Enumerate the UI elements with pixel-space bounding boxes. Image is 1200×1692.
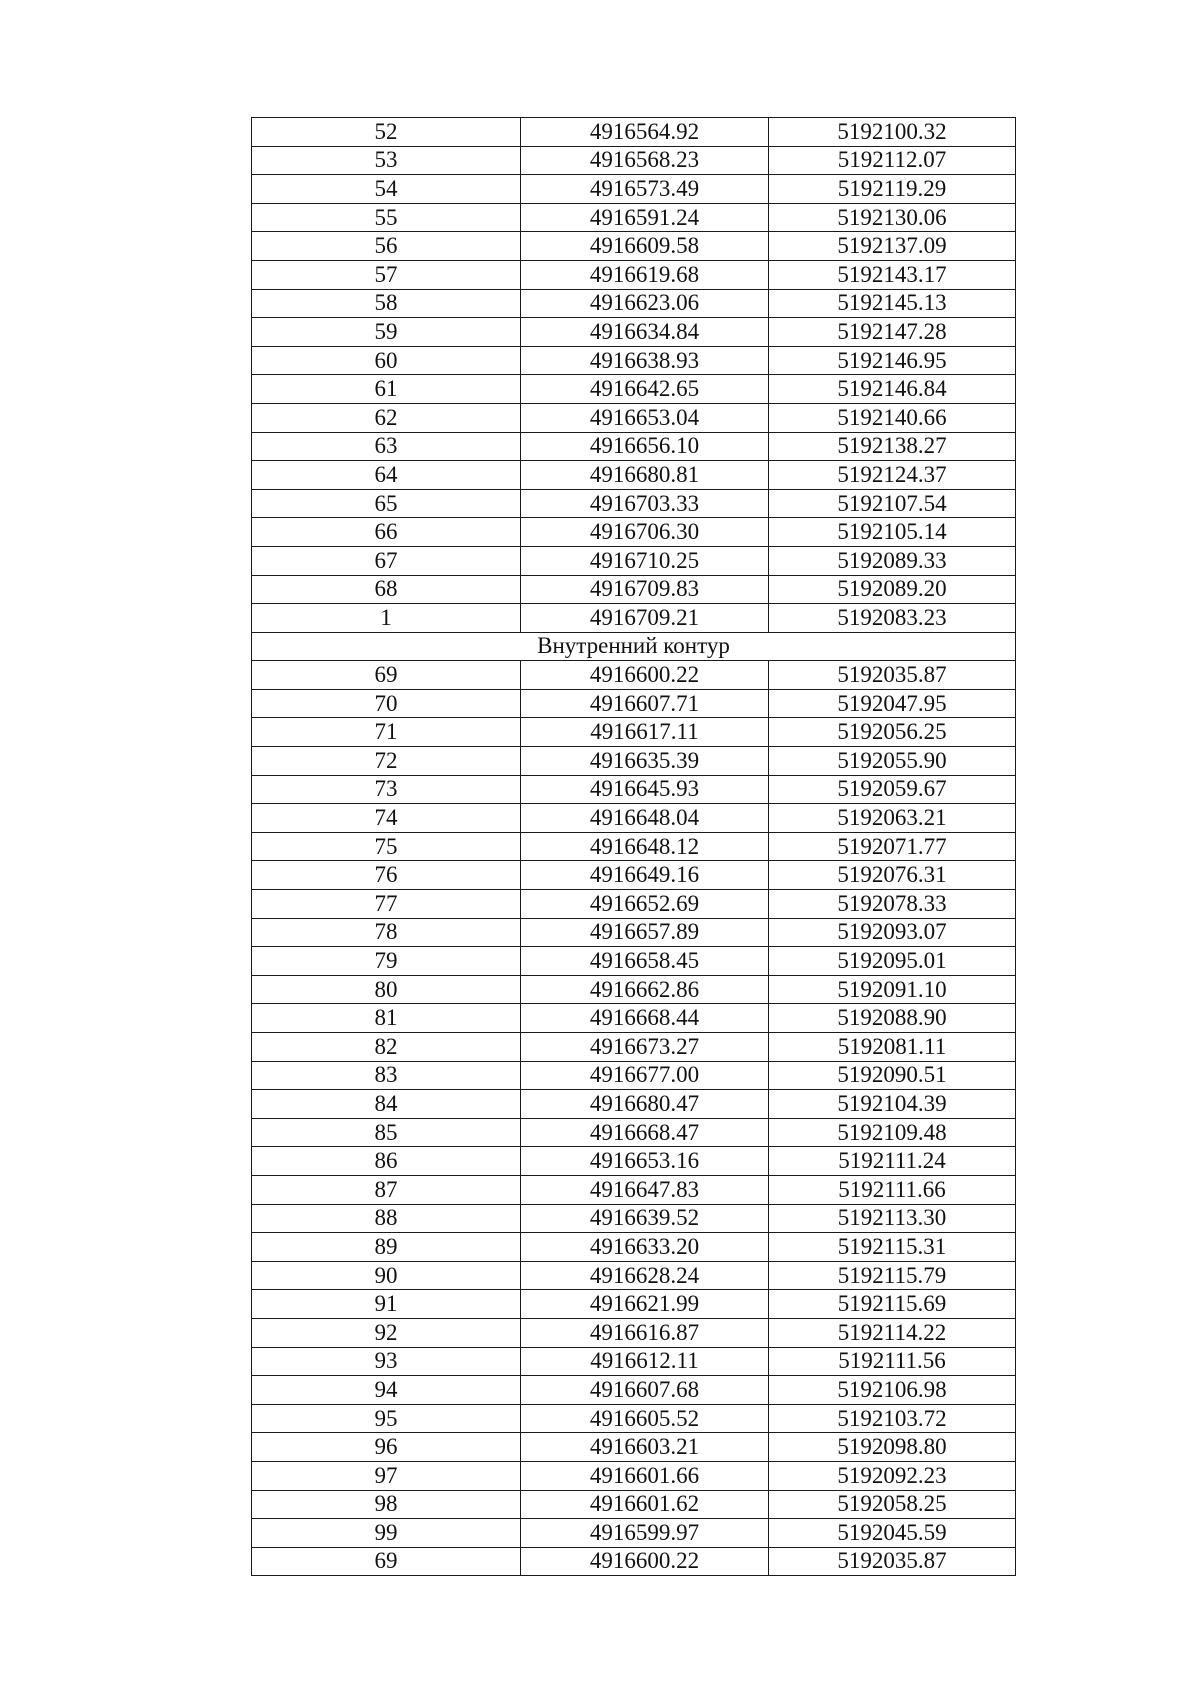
x-coordinate: 4916668.47 (521, 1118, 769, 1147)
y-coordinate: 5192147.28 (769, 318, 1016, 347)
table-row (252, 1347, 1016, 1376)
x-coordinate: 4916564.92 (521, 118, 769, 147)
point-number: 64 (252, 461, 521, 490)
table-row (252, 1033, 1016, 1062)
x-coordinate: 4916662.86 (521, 975, 769, 1004)
point-number: 95 (252, 1404, 521, 1433)
x-coordinate: 4916601.62 (521, 1490, 769, 1519)
x-coordinate: 4916709.83 (521, 575, 769, 604)
y-coordinate: 5192081.11 (769, 1033, 1016, 1062)
x-coordinate: 4916656.10 (521, 432, 769, 461)
x-coordinate: 4916573.49 (521, 175, 769, 204)
point-number: 93 (252, 1347, 521, 1376)
x-coordinate: 4916645.93 (521, 775, 769, 804)
x-coordinate: 4916658.45 (521, 947, 769, 976)
point-number: 69 (252, 1547, 521, 1576)
y-coordinate: 5192107.54 (769, 489, 1016, 518)
table-row (252, 403, 1016, 432)
y-coordinate: 5192146.95 (769, 346, 1016, 375)
point-number: 60 (252, 346, 521, 375)
x-coordinate: 4916642.65 (521, 375, 769, 404)
y-coordinate: 5192095.01 (769, 947, 1016, 976)
x-coordinate: 4916609.58 (521, 232, 769, 261)
y-coordinate: 5192111.24 (769, 1147, 1016, 1176)
x-coordinate: 4916591.24 (521, 203, 769, 232)
y-coordinate: 5192146.84 (769, 375, 1016, 404)
y-coordinate: 5192089.20 (769, 575, 1016, 604)
x-coordinate: 4916616.87 (521, 1318, 769, 1347)
point-number: 74 (252, 804, 521, 833)
table-row (252, 804, 1016, 833)
x-coordinate: 4916652.69 (521, 890, 769, 919)
table-row (252, 1433, 1016, 1462)
point-number: 71 (252, 718, 521, 747)
table-row (252, 1061, 1016, 1090)
inner-contour-heading: Внутренний контур (252, 632, 1016, 661)
x-coordinate: 4916634.84 (521, 318, 769, 347)
point-number: 86 (252, 1147, 521, 1176)
table-row (252, 518, 1016, 547)
table-row (252, 1118, 1016, 1147)
table-row (252, 1290, 1016, 1319)
x-coordinate: 4916703.33 (521, 489, 769, 518)
y-coordinate: 5192083.23 (769, 604, 1016, 633)
table-row (252, 1004, 1016, 1033)
x-coordinate: 4916680.47 (521, 1090, 769, 1119)
table-row (252, 1376, 1016, 1405)
table-row (252, 118, 1016, 147)
x-coordinate: 4916633.20 (521, 1233, 769, 1262)
x-coordinate: 4916647.83 (521, 1175, 769, 1204)
table-row (252, 832, 1016, 861)
y-coordinate: 5192055.90 (769, 747, 1016, 776)
x-coordinate: 4916568.23 (521, 146, 769, 175)
x-coordinate: 4916677.00 (521, 1061, 769, 1090)
point-number: 78 (252, 918, 521, 947)
y-coordinate: 5192071.77 (769, 832, 1016, 861)
y-coordinate: 5192056.25 (769, 718, 1016, 747)
x-coordinate: 4916653.04 (521, 403, 769, 432)
x-coordinate: 4916709.21 (521, 604, 769, 633)
table-row (252, 1318, 1016, 1347)
y-coordinate: 5192114.22 (769, 1318, 1016, 1347)
point-number: 65 (252, 489, 521, 518)
y-coordinate: 5192130.06 (769, 203, 1016, 232)
y-coordinate: 5192047.95 (769, 689, 1016, 718)
point-number: 81 (252, 1004, 521, 1033)
y-coordinate: 5192088.90 (769, 1004, 1016, 1033)
x-coordinate: 4916603.21 (521, 1433, 769, 1462)
x-coordinate: 4916621.99 (521, 1290, 769, 1319)
point-number: 57 (252, 260, 521, 289)
x-coordinate: 4916619.68 (521, 260, 769, 289)
y-coordinate: 5192103.72 (769, 1404, 1016, 1433)
x-coordinate: 4916639.52 (521, 1204, 769, 1233)
point-number: 89 (252, 1233, 521, 1262)
point-number: 61 (252, 375, 521, 404)
table-row (252, 918, 1016, 947)
point-number: 84 (252, 1090, 521, 1119)
x-coordinate: 4916601.66 (521, 1461, 769, 1490)
point-number: 67 (252, 546, 521, 575)
y-coordinate: 5192140.66 (769, 403, 1016, 432)
y-coordinate: 5192143.17 (769, 260, 1016, 289)
y-coordinate: 5192035.87 (769, 1547, 1016, 1576)
y-coordinate: 5192090.51 (769, 1061, 1016, 1090)
point-number: 85 (252, 1118, 521, 1147)
point-number: 53 (252, 146, 521, 175)
inner-contour-rows (252, 661, 1016, 1576)
y-coordinate: 5192109.48 (769, 1118, 1016, 1147)
table-row (252, 1261, 1016, 1290)
table-row (252, 1147, 1016, 1176)
y-coordinate: 5192115.69 (769, 1290, 1016, 1319)
table-row (252, 1547, 1016, 1576)
y-coordinate: 5192115.31 (769, 1233, 1016, 1262)
x-coordinate: 4916623.06 (521, 289, 769, 318)
point-number: 97 (252, 1461, 521, 1490)
y-coordinate: 5192145.13 (769, 289, 1016, 318)
y-coordinate: 5192059.67 (769, 775, 1016, 804)
y-coordinate: 5192113.30 (769, 1204, 1016, 1233)
y-coordinate: 5192092.23 (769, 1461, 1016, 1490)
point-number: 88 (252, 1204, 521, 1233)
y-coordinate: 5192078.33 (769, 890, 1016, 919)
point-number: 83 (252, 1061, 521, 1090)
point-number: 76 (252, 861, 521, 890)
y-coordinate: 5192111.66 (769, 1175, 1016, 1204)
table-row (252, 861, 1016, 890)
x-coordinate: 4916648.12 (521, 832, 769, 861)
point-number: 52 (252, 118, 521, 147)
y-coordinate: 5192106.98 (769, 1376, 1016, 1405)
x-coordinate: 4916635.39 (521, 747, 769, 776)
point-number: 70 (252, 689, 521, 718)
table-row (252, 947, 1016, 976)
table-row (252, 775, 1016, 804)
table-row (252, 1461, 1016, 1490)
point-number: 59 (252, 318, 521, 347)
x-coordinate: 4916617.11 (521, 718, 769, 747)
point-number: 80 (252, 975, 521, 1004)
point-number: 72 (252, 747, 521, 776)
table-row (252, 1204, 1016, 1233)
y-coordinate: 5192098.80 (769, 1433, 1016, 1462)
point-number: 58 (252, 289, 521, 318)
x-coordinate: 4916657.89 (521, 918, 769, 947)
table-row (252, 1175, 1016, 1204)
table-row (252, 346, 1016, 375)
x-coordinate: 4916638.93 (521, 346, 769, 375)
point-number: 96 (252, 1433, 521, 1462)
point-number: 87 (252, 1175, 521, 1204)
table-row (252, 432, 1016, 461)
table-row (252, 1090, 1016, 1119)
x-coordinate: 4916607.68 (521, 1376, 769, 1405)
table-row (252, 260, 1016, 289)
y-coordinate: 5192138.27 (769, 432, 1016, 461)
y-coordinate: 5192035.87 (769, 661, 1016, 690)
table-row (252, 289, 1016, 318)
y-coordinate: 5192137.09 (769, 232, 1016, 261)
outer-contour-rows (252, 118, 1016, 633)
y-coordinate: 5192093.07 (769, 918, 1016, 947)
y-coordinate: 5192112.07 (769, 146, 1016, 175)
table-row (252, 489, 1016, 518)
table-row (252, 1404, 1016, 1433)
x-coordinate: 4916605.52 (521, 1404, 769, 1433)
y-coordinate: 5192104.39 (769, 1090, 1016, 1119)
x-coordinate: 4916607.71 (521, 689, 769, 718)
point-number: 77 (252, 890, 521, 919)
point-number: 55 (252, 203, 521, 232)
table-row (252, 232, 1016, 261)
table-row (252, 1233, 1016, 1262)
point-number: 63 (252, 432, 521, 461)
y-coordinate: 5192100.32 (769, 118, 1016, 147)
x-coordinate: 4916628.24 (521, 1261, 769, 1290)
table-row (252, 1490, 1016, 1519)
x-coordinate: 4916612.11 (521, 1347, 769, 1376)
table-row (252, 146, 1016, 175)
y-coordinate: 5192058.25 (769, 1490, 1016, 1519)
point-number: 62 (252, 403, 521, 432)
y-coordinate: 5192119.29 (769, 175, 1016, 204)
point-number: 69 (252, 661, 521, 690)
y-coordinate: 5192045.59 (769, 1519, 1016, 1548)
point-number: 54 (252, 175, 521, 204)
x-coordinate: 4916599.97 (521, 1519, 769, 1548)
table-row (252, 375, 1016, 404)
table-row (252, 975, 1016, 1004)
table-row (252, 1519, 1016, 1548)
table-row (252, 175, 1016, 204)
inner-contour-header (252, 632, 1016, 661)
y-coordinate: 5192105.14 (769, 518, 1016, 547)
table-row (252, 546, 1016, 575)
x-coordinate: 4916680.81 (521, 461, 769, 490)
y-coordinate: 5192115.79 (769, 1261, 1016, 1290)
point-number: 91 (252, 1290, 521, 1319)
y-coordinate: 5192111.56 (769, 1347, 1016, 1376)
x-coordinate: 4916706.30 (521, 518, 769, 547)
point-number: 94 (252, 1376, 521, 1405)
point-number: 1 (252, 604, 521, 633)
table-row (252, 203, 1016, 232)
point-number: 99 (252, 1519, 521, 1548)
table-row (252, 318, 1016, 347)
y-coordinate: 5192089.33 (769, 546, 1016, 575)
table-row (252, 604, 1016, 633)
table-row (252, 575, 1016, 604)
point-number: 73 (252, 775, 521, 804)
x-coordinate: 4916668.44 (521, 1004, 769, 1033)
y-coordinate: 5192091.10 (769, 975, 1016, 1004)
section-heading-row (252, 632, 1016, 661)
x-coordinate: 4916710.25 (521, 546, 769, 575)
point-number: 79 (252, 947, 521, 976)
x-coordinate: 4916673.27 (521, 1033, 769, 1062)
x-coordinate: 4916600.22 (521, 661, 769, 690)
point-number: 56 (252, 232, 521, 261)
y-coordinate: 5192076.31 (769, 861, 1016, 890)
coordinates-table (251, 117, 1016, 1576)
point-number: 90 (252, 1261, 521, 1290)
table-row (252, 890, 1016, 919)
table-row (252, 747, 1016, 776)
x-coordinate: 4916649.16 (521, 861, 769, 890)
point-number: 68 (252, 575, 521, 604)
point-number: 82 (252, 1033, 521, 1062)
point-number: 75 (252, 832, 521, 861)
x-coordinate: 4916648.04 (521, 804, 769, 833)
table-row (252, 461, 1016, 490)
x-coordinate: 4916653.16 (521, 1147, 769, 1176)
point-number: 92 (252, 1318, 521, 1347)
x-coordinate: 4916600.22 (521, 1547, 769, 1576)
y-coordinate: 5192063.21 (769, 804, 1016, 833)
y-coordinate: 5192124.37 (769, 461, 1016, 490)
table-row (252, 718, 1016, 747)
point-number: 66 (252, 518, 521, 547)
point-number: 98 (252, 1490, 521, 1519)
table-row (252, 661, 1016, 690)
table-row (252, 689, 1016, 718)
